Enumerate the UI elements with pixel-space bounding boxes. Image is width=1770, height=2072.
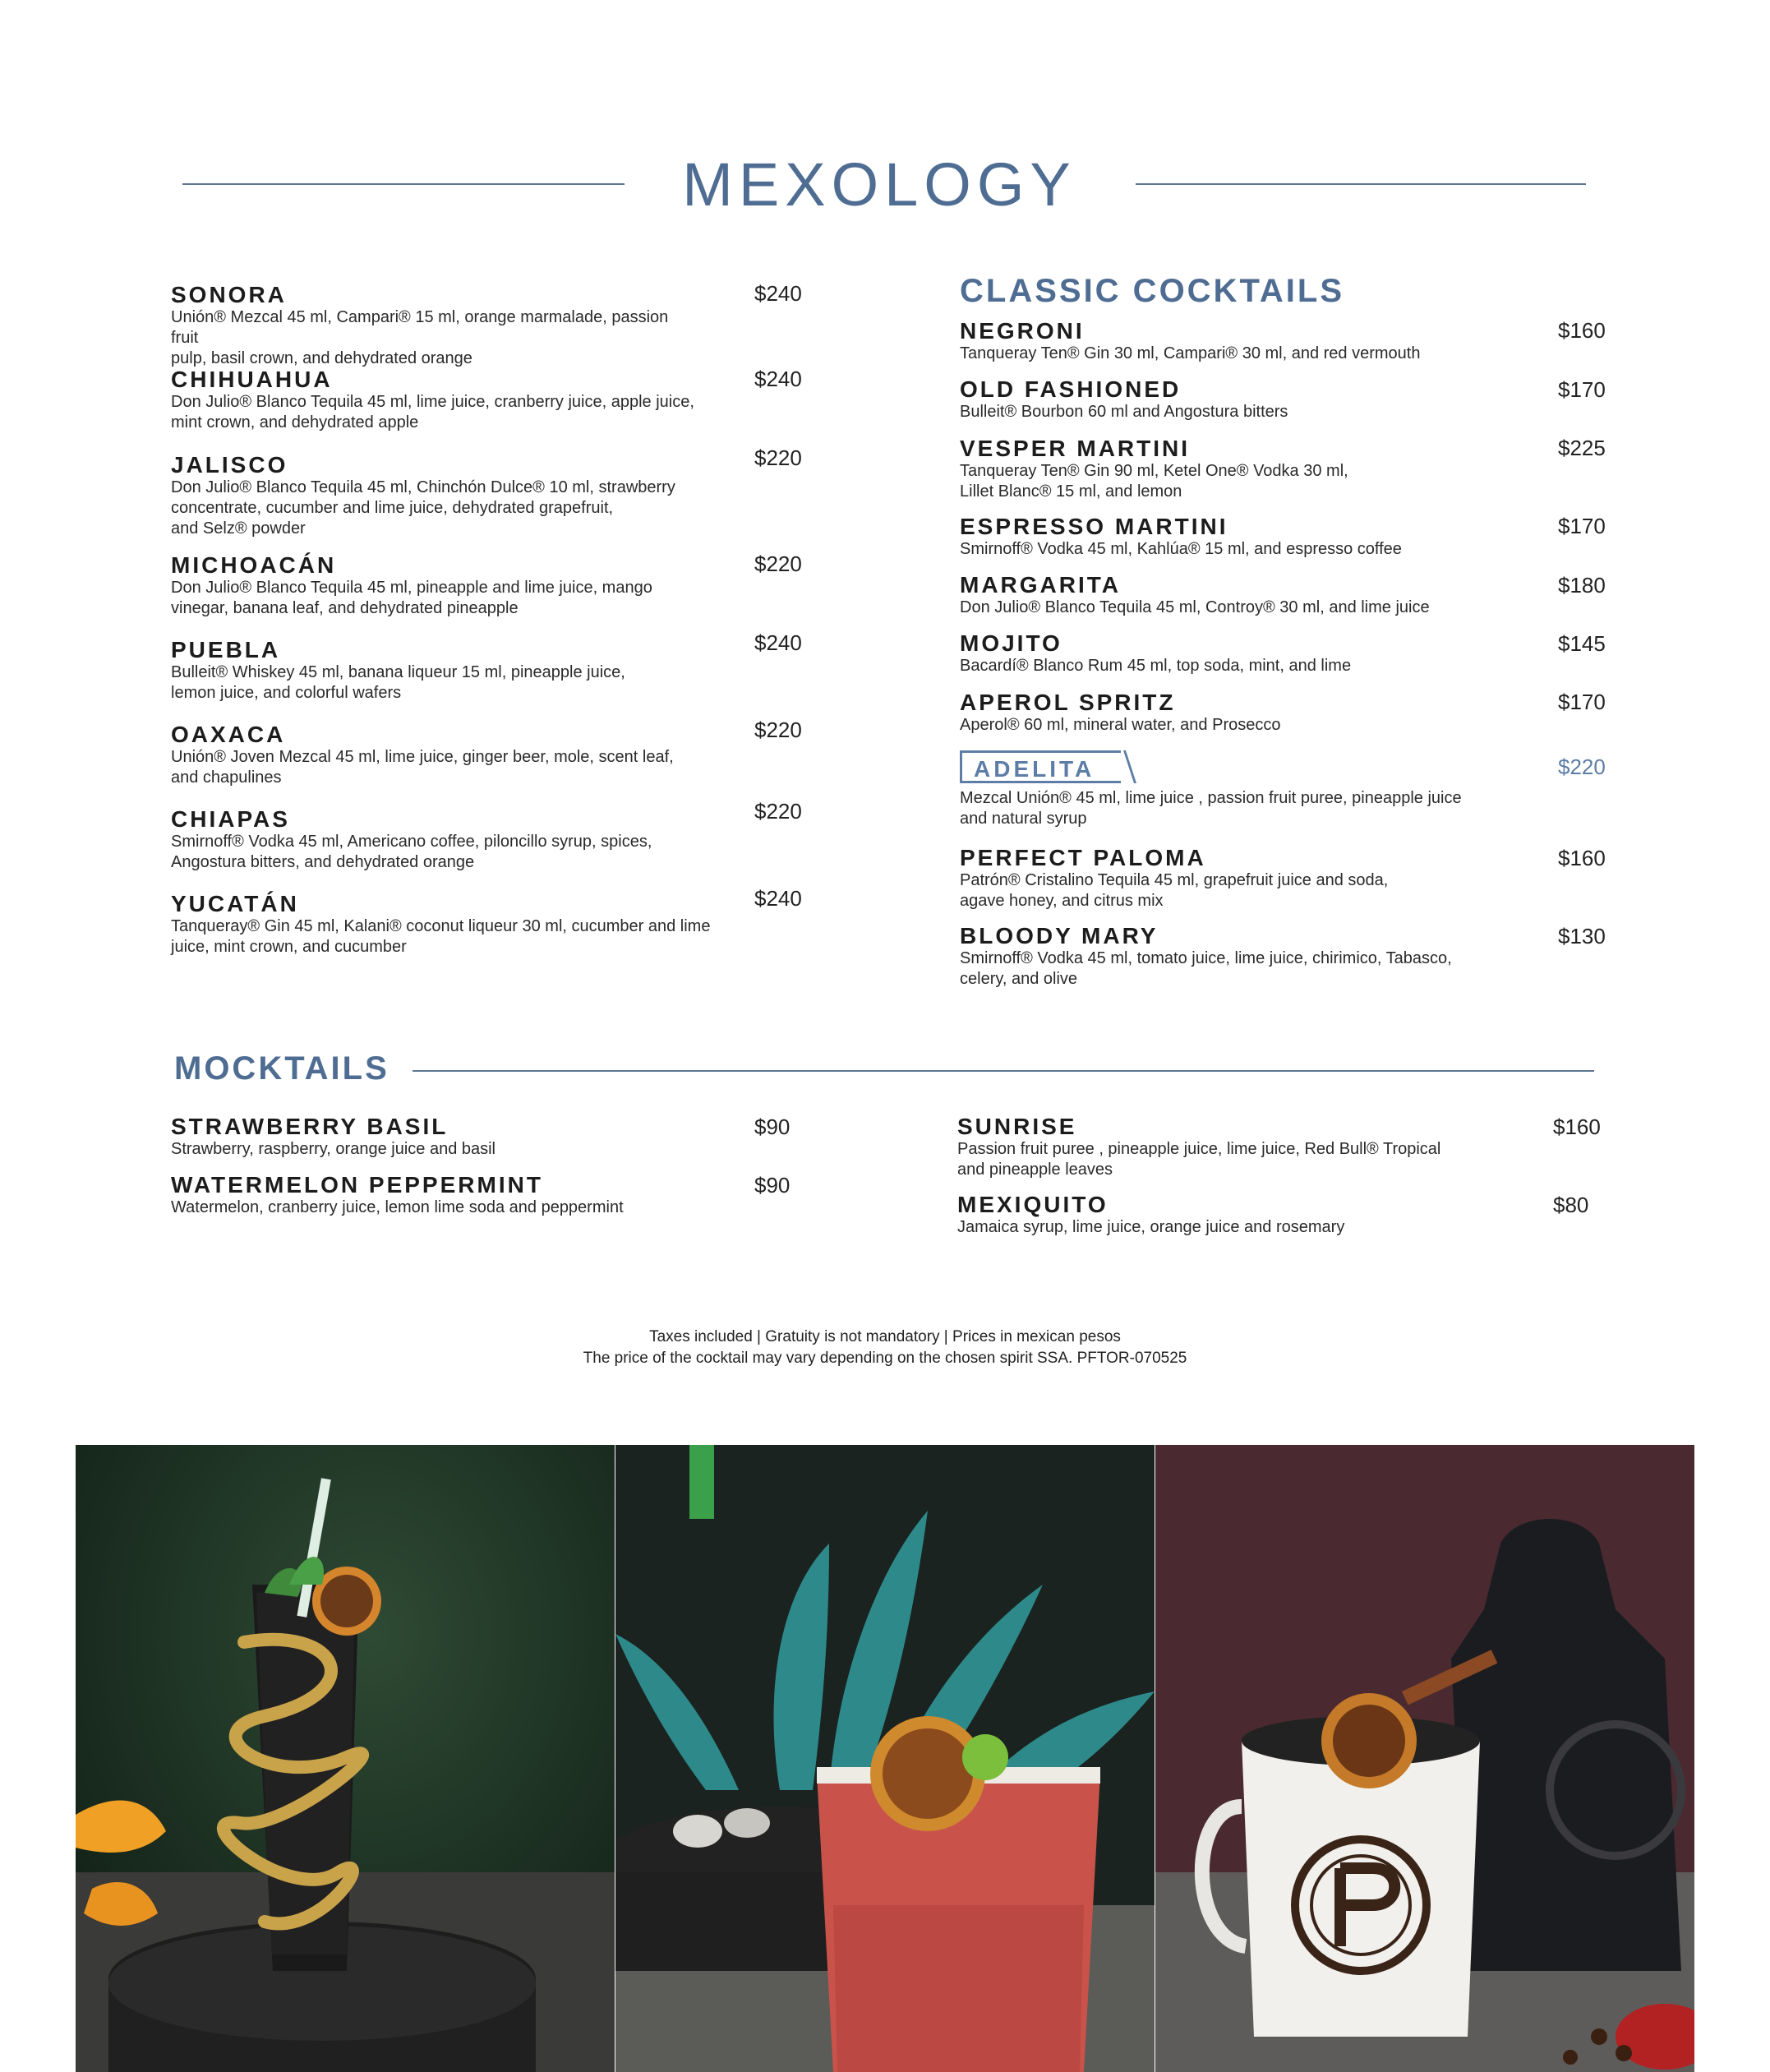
menu-item-mojito [960,631,1535,676]
menu-item-mexiquito [957,1193,1549,1238]
item-price: $225 [1558,436,1606,460]
menu-item-negroni [960,319,1535,364]
item-price: $170 [1558,514,1606,538]
item-price: $90 [754,1114,791,1139]
item-price: $220 [754,799,802,824]
menu-item-watermelon-peppermint [171,1173,746,1218]
salt-rim-glass-image [615,1445,1155,2072]
item-name: CHIHUAHUA [171,367,333,392]
item-description: Tanqueray® Gin 45 ml, Kalani® coconut liqueur 30 ml, cucumber and lime juice, mint crown, and cucumber [171,917,711,956]
menu-item-bloody-mary [960,924,1551,990]
item-description: Smirnoff® Vodka 45 ml, tomato juice, lime juice, chirimico, Tabasco, celery, and olive [960,949,1452,988]
item-name: BLOODY MARY [960,923,1159,948]
mocktails-rule [413,1070,1594,1072]
item-name: NEGRONI [960,318,1085,344]
mocktails-title: MOCKTAILS [174,1050,389,1087]
item-description: Tanqueray Ten® Gin 90 ml, Ketel One® Vodka 30 ml, Lillet Blanc® 15 ml, and lemon [960,462,1348,501]
item-price: $80 [1553,1193,1589,1217]
item-description: Passion fruit puree , pineapple juice, lime juice, Red Bull® Tropical and pineapple leaves [957,1140,1441,1179]
item-name: VESPER MARTINI [960,436,1191,461]
item-description: Aperol® 60 ml, mineral water, and Prosecco [960,716,1281,734]
item-description: Unión® Mezcal 45 ml, Campari® 15 ml, orange marmalade, passion fruit pulp, basil crown, and dehydrated orange [171,308,669,367]
item-price: $145 [1558,631,1606,656]
title-rule-left [182,183,625,185]
item-name: MARGARITA [960,572,1122,598]
item-price: $240 [754,630,802,655]
menu-item-sunrise [957,1114,1549,1180]
item-price: $130 [1558,924,1606,948]
menu-item-strawberry-basil [171,1114,746,1160]
item-description: Mezcal Unión® 45 ml, lime juice , passion fruit puree, pineapple juice and natural syrup [960,789,1462,828]
item-description: Don Julio® Blanco Tequila 45 ml, lime juice, cranberry juice, apple juice, mint crown, and dehydrated apple [171,393,694,431]
menu-item-vesper-martini [960,436,1535,502]
item-name: SONORA [171,282,287,307]
menu-item-puebla [171,638,713,704]
item-price: $170 [1558,690,1606,714]
menu-item-adelita [960,750,1551,829]
item-price: $160 [1553,1114,1601,1139]
item-price: $160 [1558,846,1606,870]
photo-cocktail-snake-glass [76,1445,615,2072]
item-name: ESPRESSO MARTINI [960,514,1228,539]
menu-item-margarita [960,573,1551,618]
item-price: $220 [754,718,802,742]
item-description: Jamaica syrup, lime juice, orange juice and rosemary [957,1218,1345,1236]
item-description: Bulleit® Bourbon 60 ml and Angostura bitters [960,403,1288,421]
footnote-price-disclaimer: The price of the cocktail may vary depending on the chosen spirit SSA. PFTOR-070525 [583,1350,1187,1367]
featured-item-badge: ADELITA [960,750,1121,783]
item-name: PUEBLA [171,637,281,662]
item-name: MICHOACÁN [171,552,337,578]
item-price: $240 [754,886,802,911]
item-name: OAXACA [171,722,286,747]
item-name: STRAWBERRY BASIL [171,1114,449,1139]
item-price: $240 [754,367,802,391]
item-description: Don Julio® Blanco Tequila 45 ml, Chinchón Dulce® 10 ml, strawberry concentrate, cucumber and lime juice, dehydrated grapefruit, and Selz® powder [171,478,675,538]
photo-strip [76,1445,1694,2072]
menu-item-perfect-paloma [960,846,1535,911]
item-price: $160 [1558,318,1606,343]
classic-cocktails-title: CLASSIC COCKTAILS [960,273,1345,309]
item-price: $90 [754,1173,791,1198]
item-description: Don Julio® Blanco Tequila 45 ml, Controy® 30 ml, and lime juice [960,598,1430,616]
menu-item-yucatan [171,892,730,958]
menu-item-sonora [171,283,697,369]
item-name: YUCATÁN [171,891,299,916]
item-name: SUNRISE [957,1114,1077,1139]
snake-glass-image [76,1445,615,2072]
menu-item-chihuahua [171,367,713,433]
item-name: MOJITO [960,630,1062,656]
photo-cocktail-enamel-mug [1155,1445,1694,2072]
item-name: PERFECT PALOMA [960,845,1206,870]
menu-item-aperol-spritz [960,690,1535,736]
enamel-mug-image [1155,1445,1694,2072]
item-price: $240 [754,281,802,306]
item-description: Patrón® Cristalino Tequila 45 ml, grapefruit juice and soda, agave honey, and citrus mix [960,871,1389,910]
item-name: CHIAPAS [171,806,290,832]
item-price-featured: $220 [1558,755,1606,779]
item-name: APEROL SPRITZ [960,690,1176,715]
menu-item-old-fashioned [960,377,1535,422]
item-price: $220 [754,551,802,576]
menu-item-michoacan [171,553,713,619]
item-name: MEXIQUITO [957,1192,1109,1217]
item-price: $170 [1558,377,1606,402]
item-name: OLD FASHIONED [960,376,1182,402]
item-description: Watermelon, cranberry juice, lemon lime soda and peppermint [171,1198,624,1216]
item-description: Unión® Joven Mezcal 45 ml, lime juice, ginger beer, mole, scent leaf, and chapulines [171,748,674,787]
item-description: Tanqueray Ten® Gin 30 ml, Campari® 30 ml, and red vermouth [960,344,1421,362]
menu-item-oaxaca [171,722,713,788]
item-price: $180 [1558,573,1606,598]
item-description: Strawberry, raspberry, orange juice and basil [171,1140,496,1158]
item-name: WATERMELON PEPPERMINT [171,1172,543,1198]
item-description: Don Julio® Blanco Tequila 45 ml, pineapple and lime juice, mango vinegar, banana leaf, and dehydrated pineapple [171,579,652,617]
photo-cocktail-salt-rim [615,1445,1155,2072]
item-description: Bulleit® Whiskey 45 ml, banana liqueur 15 ml, pineapple juice, lemon juice, and colorful wafers [171,663,625,702]
menu-item-jalisco [171,453,713,539]
menu-item-espresso-martini [960,515,1535,560]
item-name: JALISCO [171,452,288,478]
title-rule-right [1136,183,1586,185]
item-description: Smirnoff® Vodka 45 ml, Americano coffee, piloncillo syrup, spices, Angostura bitters, and dehydrated orange [171,833,652,871]
page-title: MEXOLOGY [682,150,1076,219]
item-description: Bacardí® Blanco Rum 45 ml, top soda, mint, and lime [960,657,1352,675]
menu-item-chiapas [171,807,713,873]
footnote-taxes: Taxes included | Gratuity is not mandatory | Prices in mexican pesos [649,1328,1121,1345]
item-description: Smirnoff® Vodka 45 ml, Kahlúa® 15 ml, and espresso coffee [960,540,1402,558]
item-price: $220 [754,445,802,470]
